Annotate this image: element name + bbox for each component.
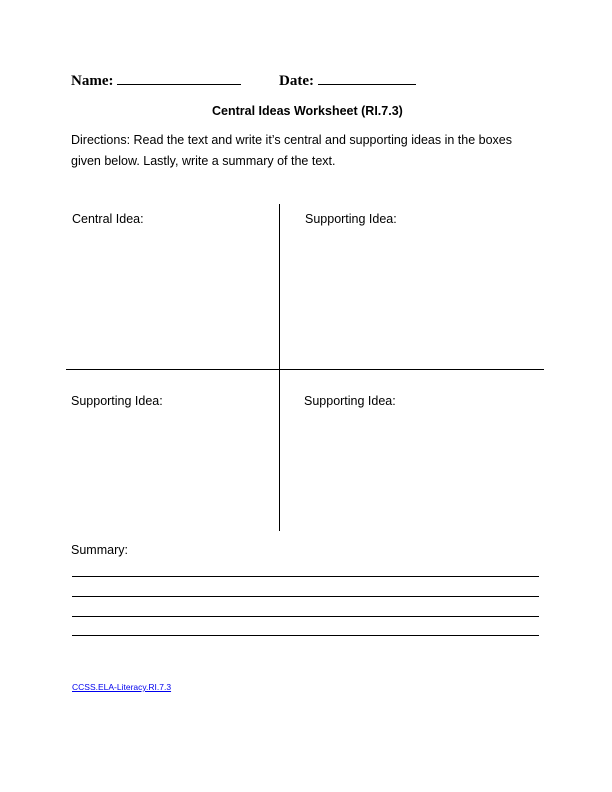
supporting-idea-label-2: Supporting Idea:	[71, 394, 163, 408]
summary-line[interactable]	[72, 576, 539, 577]
date-blank[interactable]	[318, 72, 416, 85]
summary-line[interactable]	[72, 635, 539, 636]
directions-line-1: Directions: Read the text and write it’s central and supporting ideas in the boxes	[71, 133, 512, 147]
date-label: Date:	[279, 73, 314, 89]
name-field[interactable]	[71, 72, 241, 90]
central-idea-label: Central Idea:	[72, 212, 144, 226]
directions-line-2: given below. Lastly, write a summary of the text.	[71, 154, 336, 168]
summary-line[interactable]	[72, 616, 539, 617]
summary-line[interactable]	[72, 596, 539, 597]
worksheet-title: Central Ideas Worksheet (RI.7.3)	[212, 104, 403, 118]
supporting-idea-box-2[interactable]	[66, 412, 276, 530]
ccss-standard-link[interactable]: CCSS.ELA-Literacy.RI.7.3	[72, 682, 172, 692]
supporting-idea-box-1[interactable]	[282, 230, 544, 366]
grid-horizontal-divider	[66, 369, 544, 370]
supporting-idea-label-3: Supporting Idea:	[304, 394, 396, 408]
name-blank[interactable]	[117, 72, 241, 85]
name-label: Name:	[71, 73, 114, 89]
summary-label: Summary:	[71, 543, 128, 557]
supporting-idea-box-3[interactable]	[282, 412, 544, 530]
grid-vertical-divider	[279, 204, 280, 531]
supporting-idea-label-1: Supporting Idea:	[305, 212, 397, 226]
central-idea-box[interactable]	[66, 230, 276, 366]
date-field[interactable]	[279, 72, 416, 90]
